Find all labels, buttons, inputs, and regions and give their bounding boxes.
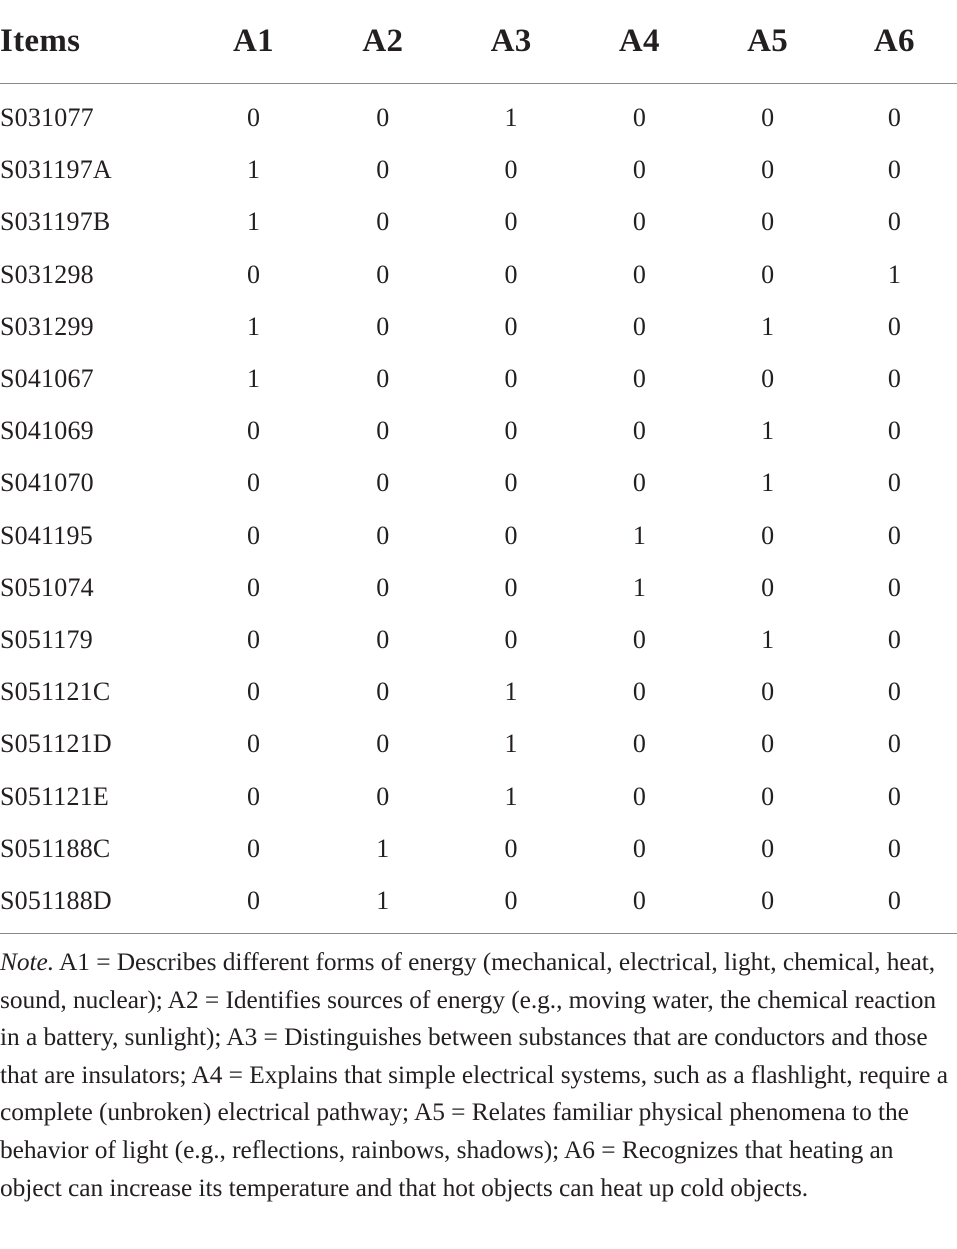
attribute-a1-cell: 0 xyxy=(247,833,261,863)
note-text: A1 = Describes different forms of energy (mechanical, electrical, light, chemical, heat, sound, nuclear); A2 = Identifies sources of energy (e.g., moving water, the chemical reaction in a battery, sunlight); A3 = Distinguishes between substances that are conductors and those that are insulators; A4 = Explains that simple electrical systems, such as a flashlight, require a complete (unbroken) electrical pathway; A5 = Relates familiar physical phenomena to the behavior of light (e.g., reflections, rainbows, shadows); A6 = Recognizes that heating an object can increase its temperature and that hot objects can heat up cold objects. xyxy=(0,948,948,1202)
table-bottom-rule xyxy=(0,933,957,934)
attribute-a5-cell: 1 xyxy=(761,416,775,446)
item-code-cell: S041195 xyxy=(0,520,93,550)
attribute-a3-cell: 0 xyxy=(504,468,518,498)
attribute-a4-cell: 0 xyxy=(632,155,646,185)
item-code-cell: S031197B xyxy=(0,207,111,237)
attribute-a5-cell: 0 xyxy=(761,155,775,185)
attribute-a6-cell: 0 xyxy=(887,364,901,394)
attribute-a3-cell: 0 xyxy=(504,364,518,394)
attribute-a2-cell: 0 xyxy=(376,207,390,237)
header-cell-a2: A2 xyxy=(319,0,447,84)
attribute-a5-cell: 0 xyxy=(761,259,775,289)
item-code-cell: S051121E xyxy=(0,781,109,811)
attribute-a3-cell: 0 xyxy=(504,572,518,602)
attribute-a6-cell: 0 xyxy=(887,624,901,654)
attribute-a3-cell: 0 xyxy=(504,624,518,654)
attribute-a5-cell: 0 xyxy=(761,520,775,550)
table-row xyxy=(0,562,957,614)
attribute-a4-cell: 0 xyxy=(632,468,646,498)
table-body xyxy=(0,84,957,928)
item-code-cell: S051188C xyxy=(0,833,111,863)
attribute-a6-cell: 0 xyxy=(887,833,901,863)
attribute-a1-cell: 0 xyxy=(247,677,261,707)
attribute-a3-cell: 0 xyxy=(504,416,518,446)
attribute-a2-cell: 0 xyxy=(376,677,390,707)
attribute-a2-cell: 0 xyxy=(376,311,390,341)
attribute-a1-cell: 0 xyxy=(247,729,261,759)
attribute-a2-cell: 0 xyxy=(376,259,390,289)
attribute-a3-cell: 1 xyxy=(504,781,518,811)
attribute-a4-cell: 0 xyxy=(632,677,646,707)
attribute-a4-cell: 1 xyxy=(632,572,646,602)
attribute-a2-cell: 0 xyxy=(376,624,390,654)
attribute-a4-cell: 1 xyxy=(632,520,646,550)
attribute-a4-cell: 0 xyxy=(632,103,646,133)
attribute-a6-cell: 0 xyxy=(887,207,901,237)
table-row xyxy=(0,718,957,770)
attribute-a5-cell: 1 xyxy=(761,624,775,654)
table-row xyxy=(0,405,957,457)
attribute-a5-cell: 0 xyxy=(761,729,775,759)
attribute-a1-cell: 0 xyxy=(247,103,261,133)
attribute-a4-cell: 0 xyxy=(632,259,646,289)
attribute-a6-cell: 0 xyxy=(887,520,901,550)
attribute-a5-cell: 1 xyxy=(761,311,775,341)
table-row xyxy=(0,353,957,405)
item-code-cell: S051121D xyxy=(0,729,112,759)
attribute-a2-cell: 0 xyxy=(376,729,390,759)
attribute-a1-cell: 1 xyxy=(247,207,261,237)
header-cell-a6: A6 xyxy=(832,0,957,84)
item-code-cell: S031299 xyxy=(0,311,94,341)
attribute-a2-cell: 1 xyxy=(376,885,390,915)
attribute-a2-cell: 0 xyxy=(376,572,390,602)
item-code-cell: S051074 xyxy=(0,572,94,602)
attribute-a6-cell: 0 xyxy=(887,311,901,341)
attribute-a4-cell: 0 xyxy=(632,885,646,915)
item-code-cell: S051121C xyxy=(0,677,111,707)
attribute-a2-cell: 0 xyxy=(376,155,390,185)
attribute-a1-cell: 0 xyxy=(247,520,261,550)
table-row xyxy=(0,666,957,718)
attribute-a3-cell: 1 xyxy=(504,729,518,759)
table-row xyxy=(0,770,957,822)
attribute-a3-cell: 0 xyxy=(504,833,518,863)
attribute-a4-cell: 0 xyxy=(632,729,646,759)
attribute-a1-cell: 0 xyxy=(247,416,261,446)
attribute-a1-cell: 0 xyxy=(247,468,261,498)
attribute-a5-cell: 0 xyxy=(761,572,775,602)
attribute-a4-cell: 0 xyxy=(632,781,646,811)
attribute-a6-cell: 0 xyxy=(887,572,901,602)
attribute-a3-cell: 0 xyxy=(504,207,518,237)
attribute-a2-cell: 0 xyxy=(376,468,390,498)
attribute-a2-cell: 0 xyxy=(376,781,390,811)
attribute-a1-cell: 0 xyxy=(247,624,261,654)
attribute-a1-cell: 0 xyxy=(247,259,261,289)
item-code-cell: S051179 xyxy=(0,624,93,654)
attribute-a1-cell: 1 xyxy=(247,364,261,394)
attribute-a4-cell: 0 xyxy=(632,416,646,446)
attribute-a3-cell: 0 xyxy=(504,259,518,289)
attribute-a6-cell: 0 xyxy=(887,155,901,185)
attribute-a6-cell: 0 xyxy=(887,468,901,498)
attribute-a2-cell: 1 xyxy=(376,833,390,863)
table-row xyxy=(0,84,957,145)
attribute-a3-cell: 0 xyxy=(504,520,518,550)
header-cell-a4: A4 xyxy=(575,0,703,84)
attribute-a5-cell: 0 xyxy=(761,833,775,863)
table-row xyxy=(0,875,957,927)
attribute-a4-cell: 0 xyxy=(632,311,646,341)
attribute-a6-cell: 0 xyxy=(887,885,901,915)
table-row xyxy=(0,249,957,301)
attribute-a5-cell: 0 xyxy=(761,364,775,394)
attribute-a5-cell: 0 xyxy=(761,677,775,707)
item-code-cell: S051188D xyxy=(0,885,112,915)
attribute-a4-cell: 0 xyxy=(632,364,646,394)
attribute-a5-cell: 0 xyxy=(761,103,775,133)
item-code-cell: S041070 xyxy=(0,468,94,498)
attribute-a2-cell: 0 xyxy=(376,364,390,394)
table-row xyxy=(0,144,957,196)
attribute-a1-cell: 0 xyxy=(247,572,261,602)
attribute-a6-cell: 0 xyxy=(887,729,901,759)
header-cell-items: Items xyxy=(0,0,188,84)
header-cell-a5: A5 xyxy=(703,0,831,84)
header-cell-a1: A1 xyxy=(188,0,318,84)
attribute-a2-cell: 0 xyxy=(376,103,390,133)
attribute-a3-cell: 0 xyxy=(504,155,518,185)
item-code-cell: S041069 xyxy=(0,416,94,446)
attribute-a5-cell: 0 xyxy=(761,781,775,811)
attribute-a6-cell: 0 xyxy=(887,103,901,133)
attribute-a4-cell: 0 xyxy=(632,624,646,654)
attribute-a6-cell: 0 xyxy=(887,781,901,811)
table-row xyxy=(0,614,957,666)
header-cell-a3: A3 xyxy=(447,0,575,84)
table-row xyxy=(0,457,957,509)
attribute-a1-cell: 1 xyxy=(247,311,261,341)
header-row xyxy=(0,0,957,84)
attribute-a3-cell: 1 xyxy=(504,677,518,707)
attribute-a1-cell: 1 xyxy=(247,155,261,185)
attribute-a6-cell: 0 xyxy=(887,677,901,707)
attribute-a3-cell: 0 xyxy=(504,311,518,341)
table-header xyxy=(0,0,957,84)
attribute-a5-cell: 0 xyxy=(761,207,775,237)
attribute-a4-cell: 0 xyxy=(632,207,646,237)
table-row xyxy=(0,510,957,562)
attribute-a1-cell: 0 xyxy=(247,781,261,811)
item-code-cell: S031197A xyxy=(0,155,112,185)
attribute-a6-cell: 0 xyxy=(887,416,901,446)
attribute-a5-cell: 0 xyxy=(761,885,775,915)
attribute-a3-cell: 1 xyxy=(504,103,518,133)
table-note xyxy=(0,944,957,1207)
attribute-a2-cell: 0 xyxy=(376,520,390,550)
item-code-cell: S031077 xyxy=(0,103,94,133)
attribute-a4-cell: 0 xyxy=(632,833,646,863)
item-code-cell: S041067 xyxy=(0,364,94,394)
attribute-a5-cell: 1 xyxy=(761,468,775,498)
attribute-a1-cell: 0 xyxy=(247,885,261,915)
table-row xyxy=(0,301,957,353)
table-row xyxy=(0,823,957,875)
attribute-a2-cell: 0 xyxy=(376,416,390,446)
note-label: Note. xyxy=(0,948,55,976)
attribute-a6-cell: 1 xyxy=(887,259,901,289)
table-row xyxy=(0,196,957,248)
item-code-cell: S031298 xyxy=(0,259,94,289)
attribute-a3-cell: 0 xyxy=(504,885,518,915)
